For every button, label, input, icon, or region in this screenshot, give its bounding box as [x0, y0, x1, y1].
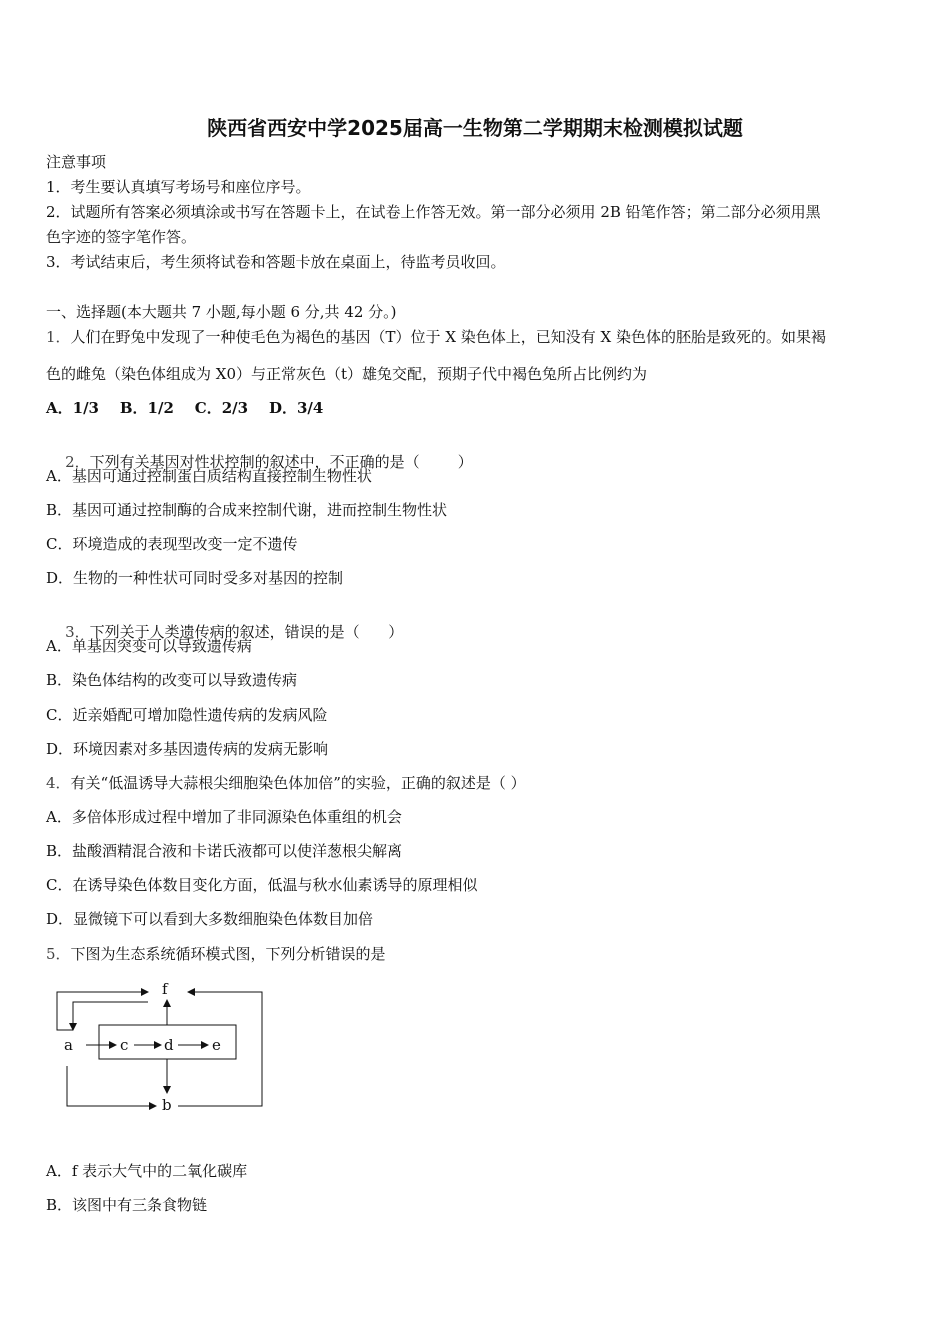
option-item: A．多倍体形成过程中增加了非同源染色体重组的机会	[46, 808, 402, 826]
ecosystem-cycle-diagram	[40, 972, 280, 1122]
question-stem-continued: 色的雌兔（染色体组成为 X0）与正常灰色（t）雄兔交配，预期子代中褐色兔所占比例约为	[46, 365, 648, 383]
option-item: D．生物的一种性状可同时受多对基因的控制	[46, 569, 344, 587]
question-stem: 下列关于人类遗传病的叙述，错误的是（ ）	[89, 623, 404, 641]
question-stem: 下列有关基因对性状控制的叙述中，不正确的是（ ）	[89, 453, 473, 471]
option-item: C．近亲婚配可增加隐性遗传病的发病风险	[46, 706, 328, 724]
question-number: 4．	[46, 774, 71, 792]
section-heading: 一、选择题(本大题共 7 小题,每小题 6 分,共 42 分。)	[46, 303, 397, 321]
node-e: e	[212, 1036, 221, 1054]
page-title: 陕西省西安中学2025届高一生物第二学期期末检测模拟试题	[207, 116, 743, 140]
notice-item: 色字迹的签字笔作答。	[46, 228, 197, 246]
option-item: A．f 表示大气中的二氧化碳库	[46, 1162, 248, 1180]
node-d: d	[164, 1036, 174, 1054]
question-number: 1．	[46, 328, 71, 346]
option-item: C．在诱导染色体数目变化方面，低温与秋水仙素诱导的原理相似	[46, 876, 478, 894]
notice-heading: 注意事项	[46, 153, 107, 171]
arrow-a-to-f	[57, 992, 148, 1030]
question-stem: 有关“低温诱导大蒜根尖细胞染色体加倍”的实验，正确的叙述是（ ）	[70, 774, 526, 792]
node-f: f	[162, 980, 168, 998]
option-item: B．基因可通过控制酶的合成来控制代谢，进而控制生物性状	[46, 501, 448, 519]
option-item: A．单基因突变可以导致遗传病	[46, 637, 252, 655]
notice-item: 1．考生要认真填写考场号和座位序号。	[46, 178, 311, 196]
node-c: c	[120, 1036, 129, 1054]
node-a: a	[64, 1036, 73, 1054]
question-number: 3．	[65, 623, 90, 641]
option-item: B．染色体结构的改变可以导致遗传病	[46, 671, 298, 689]
notice-item: 2．试题所有答案必须填涂或书写在答题卡上，在试卷上作答无效。第一部分必须用 2B 铅笔作答；第二部分必须用黑	[46, 203, 821, 221]
question-stem: 人们在野兔中发现了一种使毛色为褐色的基因（T）位于 X 染色体上，已知没有 X 染色体的胚胎是致死的。如果褐	[70, 328, 826, 346]
option-item: D．环境因素对多基因遗传病的发病无影响	[46, 740, 329, 758]
notice-item: 3．考试结束后，考生须将试卷和答题卡放在桌面上，待监考员收回。	[46, 253, 506, 271]
option-item: C．环境造成的表现型改变一定不遗传	[46, 535, 298, 553]
option-item: D．显微镜下可以看到大多数细胞染色体数目加倍	[46, 910, 374, 928]
arrow-f-to-a	[73, 1002, 148, 1030]
question-number: 5．	[46, 945, 71, 963]
question-number: 2．	[65, 453, 90, 471]
question-stem: 下图为生态系统循环模式图，下列分析错误的是	[70, 945, 386, 963]
arrow-a-to-b	[67, 1066, 156, 1106]
question-5	[46, 944, 386, 964]
question-4	[46, 773, 526, 793]
question-options: A．1/3 B．1/2 C．2/3 D．3/4	[46, 399, 324, 417]
option-item: B．盐酸酒精混合液和卡诺氏液都可以使洋葱根尖解离	[46, 842, 403, 860]
node-b: b	[162, 1096, 172, 1114]
option-item: A．基因可通过控制蛋白质结构直接控制生物性状	[46, 467, 372, 485]
question-1	[46, 327, 826, 347]
option-item: B．该图中有三条食物链	[46, 1196, 208, 1214]
